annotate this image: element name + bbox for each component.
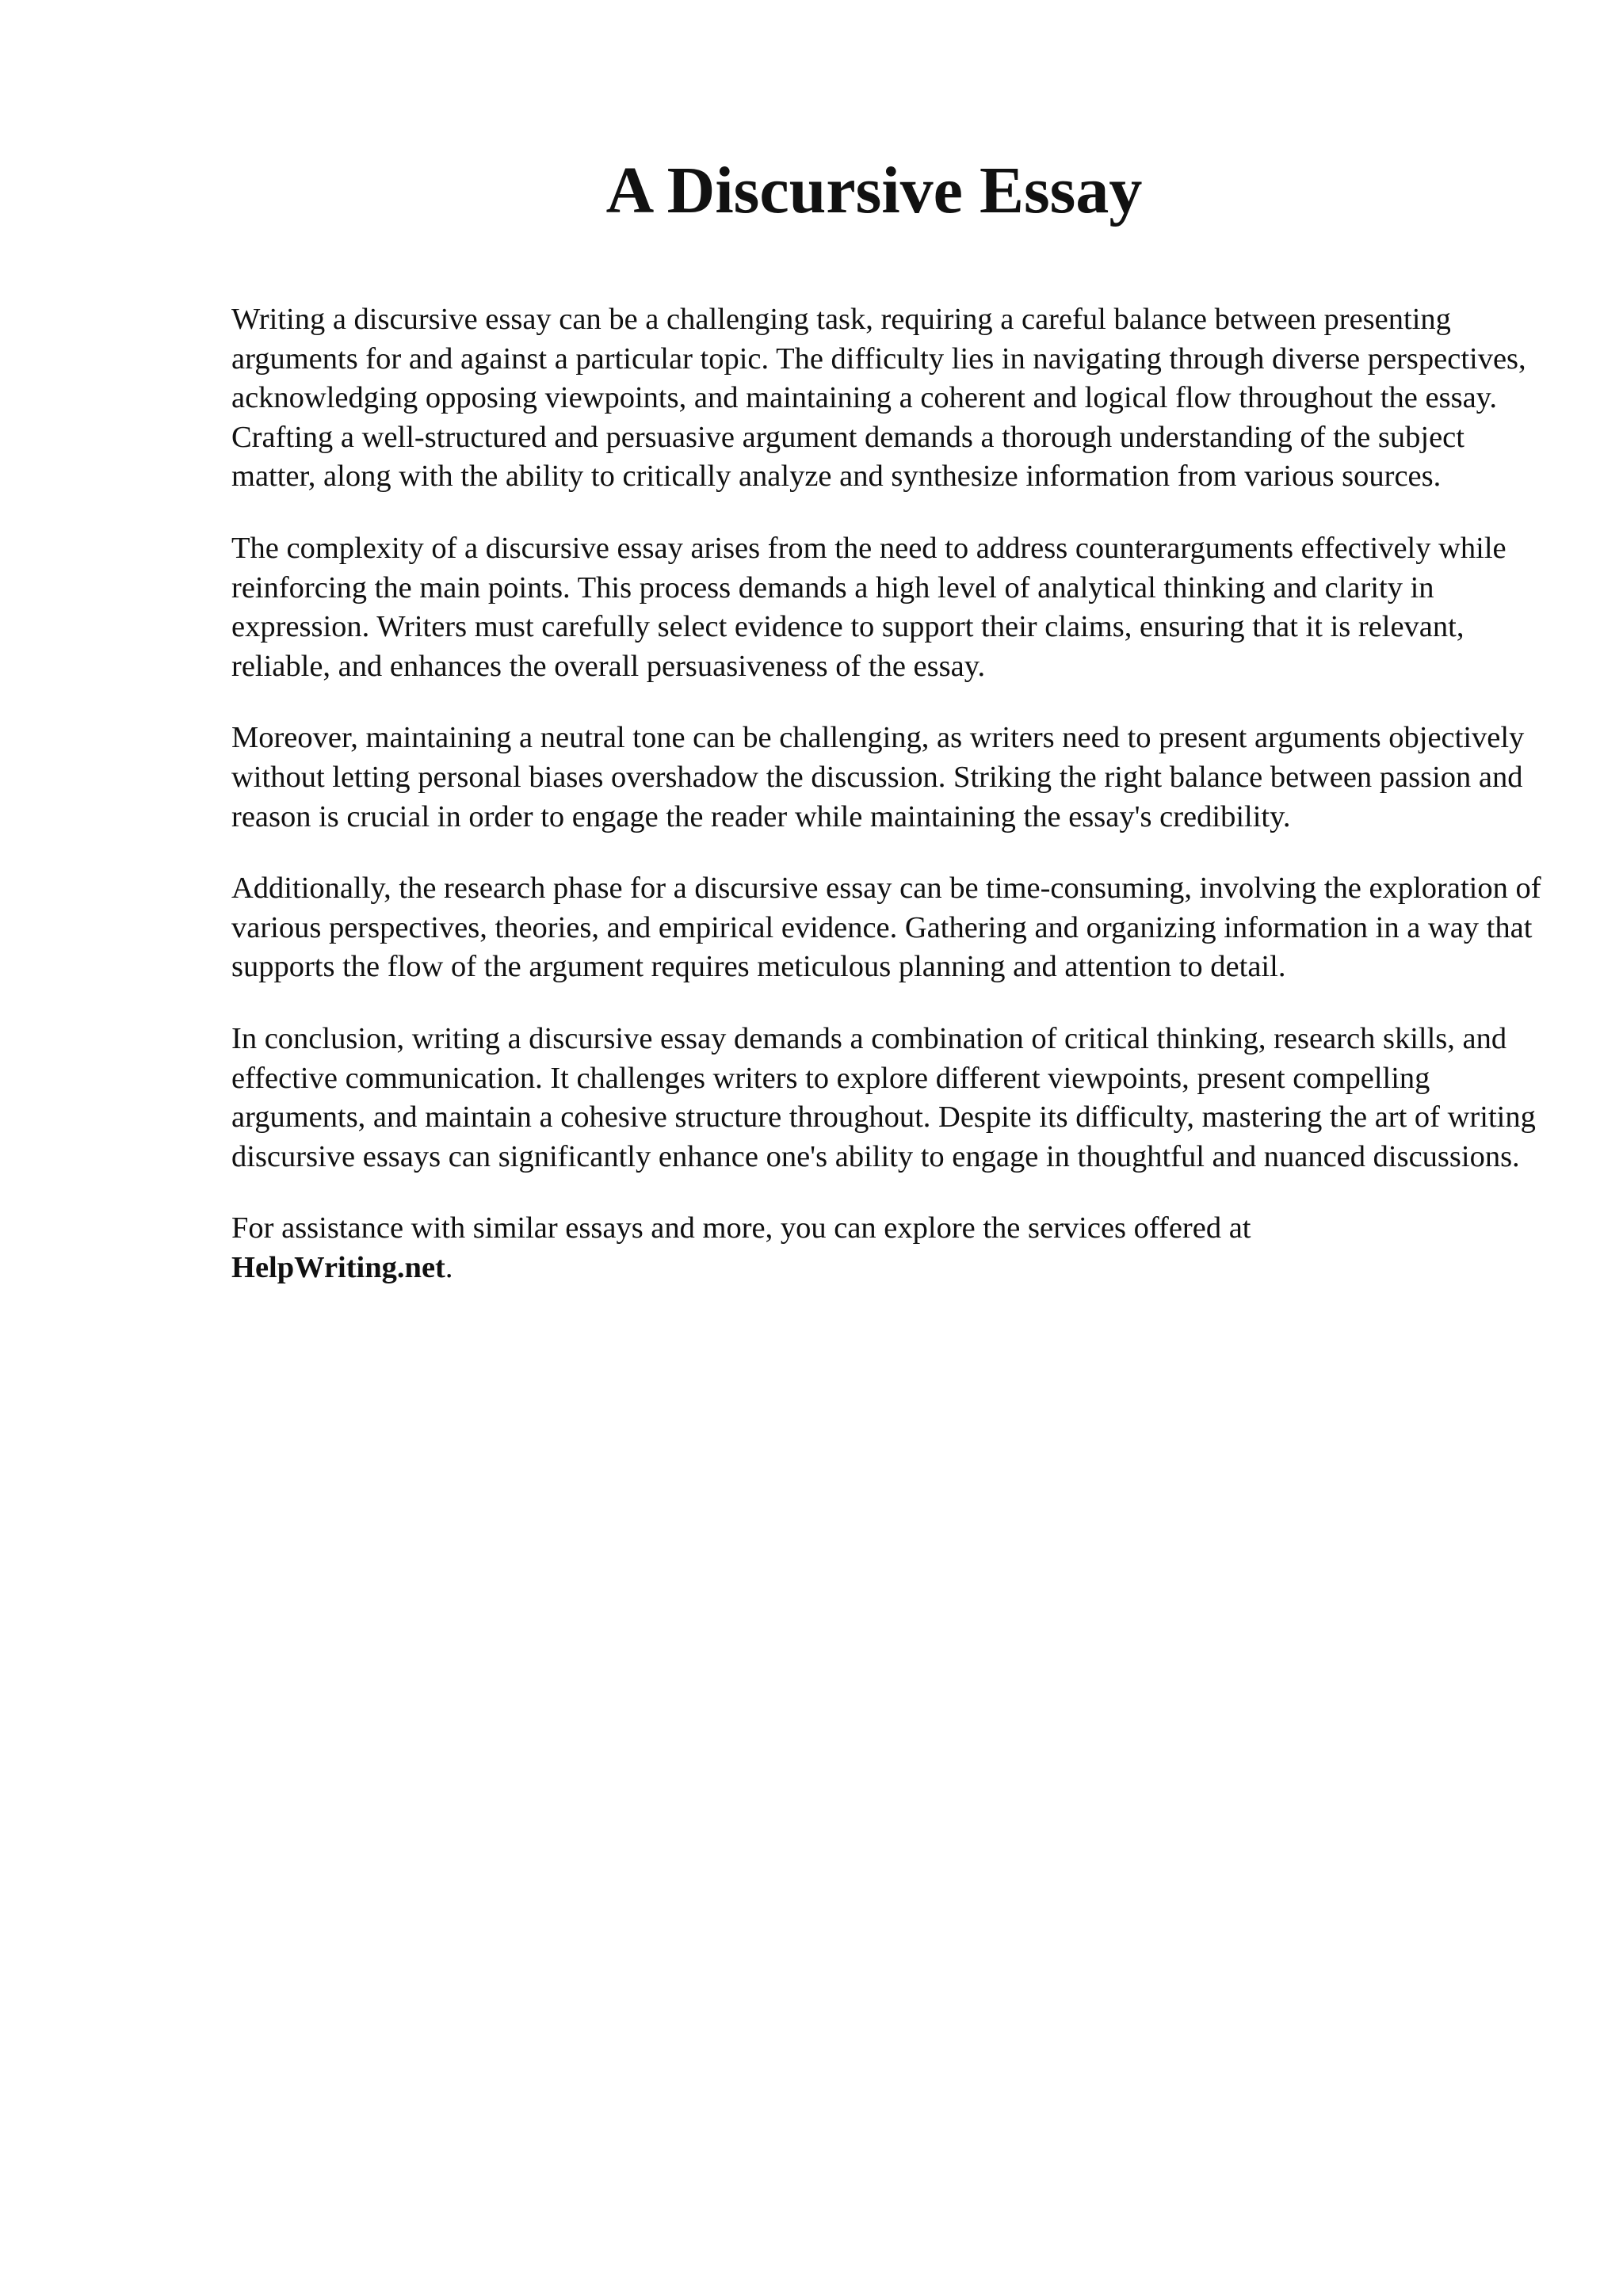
closing-text: For assistance with similar essays and more, you can explore the services offered at bbox=[231, 1211, 1251, 1245]
paragraph-3: Moreover, maintaining a neutral tone can be challenging, as writers need to present arguments objectively without letting personal biases overshadow the discussion. Striking the right balance between passion and reason is crucial in order to engage the reader while maintaining the essay's credibility. bbox=[231, 721, 1525, 833]
closing-period: . bbox=[445, 1250, 453, 1284]
paragraph-4: Additionally, the research phase for a discursive essay can be time-consuming, involving the exploration of various perspectives, theories, and empirical evidence. Gathering and organizing information in a way that supports the flow of the argument requires meticulous planning and attention to detail. bbox=[231, 871, 1541, 984]
closing-paragraph bbox=[231, 1209, 1547, 1287]
essay-body bbox=[231, 300, 1547, 1287]
paragraph-5: In conclusion, writing a discursive essay demands a combination of critical thinking, research skills, and effective communication. It challenges writers to explore different viewpoints, present compelling arguments, and maintain a cohesive structure throughout. Despite its difficulty, mastering the art of writing discursive essays can significantly enhance one's ability to engage in thoughtful and nuanced discussions. bbox=[231, 1021, 1536, 1173]
paragraph-2: The complexity of a discursive essay arises from the need to address counterarguments effectively while reinforcing the main points. This process demands a high level of analytical thinking and clarity in expression. Writers must carefully select evidence to support their claims, ensuring that it is relevant, reliable, and enhances the overall persuasiveness of the essay. bbox=[231, 531, 1507, 683]
page-title: A Discursive Essay bbox=[605, 154, 1143, 227]
brand-name: HelpWriting.net bbox=[231, 1250, 445, 1284]
paragraph-1: Writing a discursive essay can be a challenging task, requiring a careful balance between presenting arguments for and against a particular topic. The difficulty lies in navigating through diverse perspectives, acknowledging opposing viewpoints, and maintaining a coherent and logical flow throughout the essay. Crafting a well-structured and persuasive argument demands a thorough understanding of the subject matter, along with the ability to critically analyze and synthesize information from various sources. bbox=[231, 303, 1526, 494]
